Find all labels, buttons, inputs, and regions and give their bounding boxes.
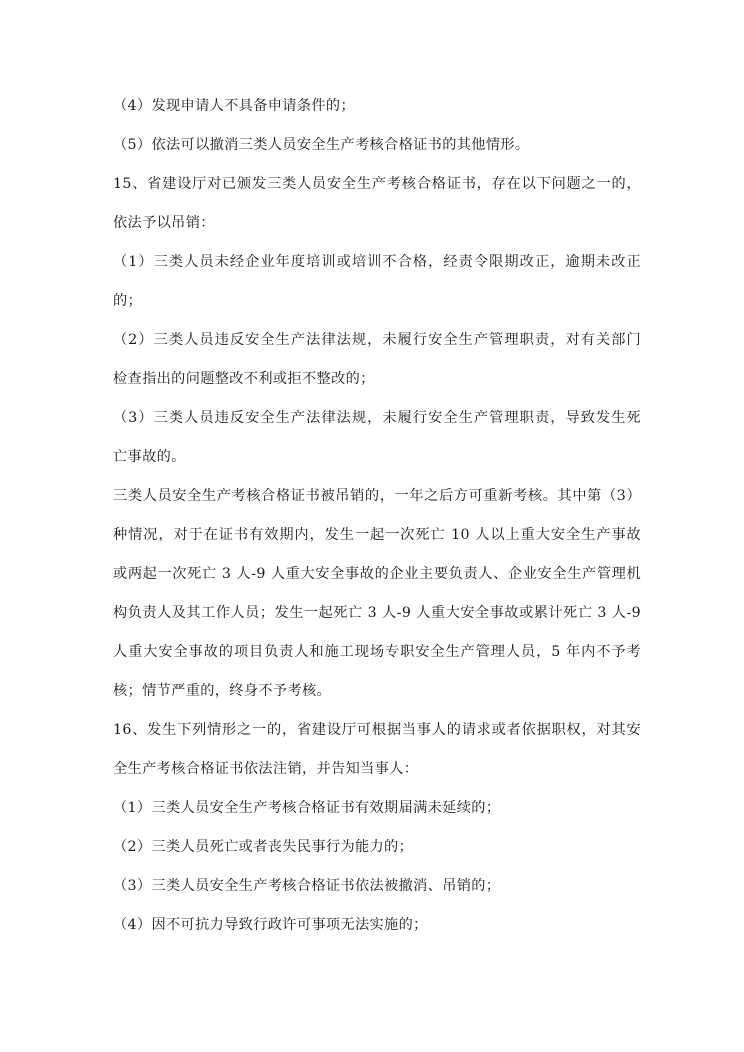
text-line: 或两起一次死亡 3 人-9 人重大安全事故的企业主要负责人、企业安全生产管理机 xyxy=(113,566,641,582)
text-line: （2）三类人员违反安全生产法律法规，未履行安全生产管理职责，对有关部门 xyxy=(113,332,641,348)
text-line: 种情况，对于在证书有效期内，发生一起一次死亡 10 人以上重大安全生产事故 xyxy=(113,527,641,543)
text-line: 全生产考核合格证书依法注销，并告知当事人： xyxy=(113,761,419,777)
text-line: （1）三类人员安全生产考核合格证书有效期届满未延续的； xyxy=(113,800,501,816)
text-line: （3）三类人员违反安全生产法律法规，未履行安全生产管理职责，导致发生死 xyxy=(113,410,641,426)
text-line: 检查指出的问题整改不利或拒不整改的； xyxy=(113,371,375,387)
text-line: （4）因不可抗力导致行政许可事项无法实施的； xyxy=(113,917,428,933)
text-line: （2）三类人员死亡或者丧失民事行为能力的； xyxy=(113,839,414,855)
text-line: 15、省建设厅对已颁发三类人员安全生产考核合格证书，存在以下问题之一的， xyxy=(113,176,641,192)
text-line: 核；情节严重的，终身不予考核。 xyxy=(113,683,332,699)
text-line: 三类人员安全生产考核合格证书被吊销的，一年之后方可重新考核。其中第（3） xyxy=(113,488,641,504)
text-line: 的； xyxy=(113,293,143,309)
text-line: （1）三类人员未经企业年度培训或培训不合格，经责令限期改正，逾期未改正 xyxy=(113,254,641,270)
text-line: 依法予以吊销： xyxy=(113,215,215,231)
text-line: 构负责人及其工作人员；发生一起死亡 3 人-9 人重大安全事故或累计死亡 3 人-9 xyxy=(113,605,641,621)
text-line: （3）三类人员安全生产考核合格证书依法被撤消、吊销的； xyxy=(113,878,501,894)
text-line: （5）依法可以撤消三类人员安全生产考核合格证书的其他情形。 xyxy=(113,137,530,153)
text-line: 人重大安全事故的项目负责人和施工现场专职安全生产管理人员，5 年内不予考 xyxy=(113,644,641,660)
text-line: （4）发现申请人不具备申请条件的； xyxy=(113,98,355,114)
text-line: 16、发生下列情形之一的，省建设厅可根据当事人的请求或者依据职权，对其安 xyxy=(113,722,641,738)
text-line: 亡事故的。 xyxy=(113,449,186,465)
